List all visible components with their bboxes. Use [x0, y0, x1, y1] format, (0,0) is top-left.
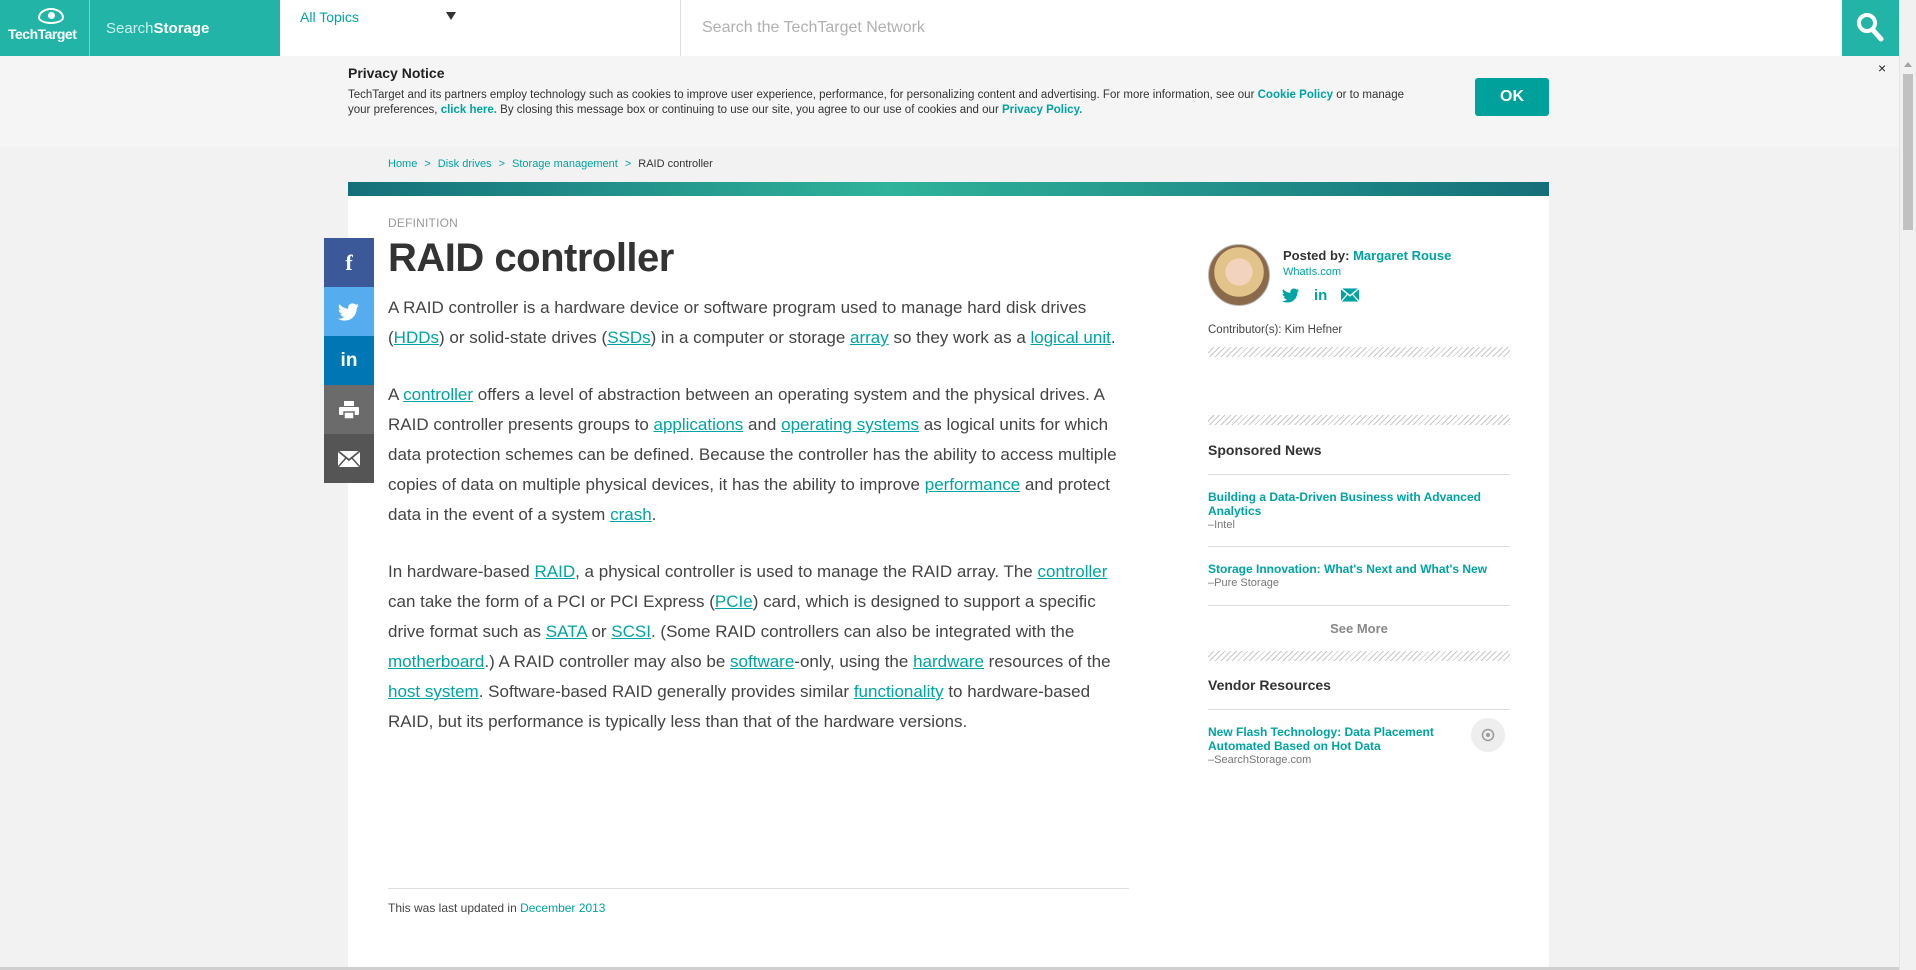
sponsored-item	[1208, 490, 1510, 531]
sponsored-item-link[interactable]: Storage Innovation: What's Next and What's New	[1208, 562, 1488, 576]
sidebar-rule	[1208, 546, 1510, 547]
breadcrumb-separator: >	[424, 158, 431, 170]
last-updated	[388, 901, 605, 915]
article-divider	[388, 888, 1129, 889]
paragraph-text: .) A RAID controller may also be	[484, 652, 731, 671]
article-paragraph-2	[388, 380, 1128, 530]
paragraph-text: offers a level of abstraction between an operating system and the physical drives. A RAID controller presents groups to	[388, 385, 1104, 434]
hardware-link[interactable]: hardware	[913, 652, 984, 671]
sata-link[interactable]: SATA	[545, 622, 587, 641]
close-icon[interactable]: ×	[1878, 60, 1887, 76]
performance-link[interactable]: performance	[924, 475, 1021, 494]
page-scrollbar[interactable]	[1899, 0, 1916, 970]
article-paragraph-1	[388, 293, 1128, 353]
breadcrumb-home[interactable]: Home	[388, 158, 418, 170]
site-logo[interactable]	[0, 0, 280, 56]
section-hatch-divider	[1208, 415, 1510, 425]
hdds-link[interactable]: HDDs	[393, 328, 440, 347]
privacy-notice-title: Privacy Notice	[348, 65, 445, 81]
posted-by	[1283, 248, 1451, 263]
settings-icon[interactable]	[1471, 718, 1505, 752]
click-here-link[interactable]: click here.	[440, 104, 497, 116]
paragraph-text: to hardware-based RAID, but its performance is typically less than that of the hardware versions.	[388, 682, 1091, 731]
paragraph-text: can take the form of a PCI or PCI Express (	[388, 592, 715, 611]
techtarget-logo-text: TechTarget	[8, 26, 77, 42]
sidebar-rule	[1208, 605, 1510, 606]
twitter-icon	[338, 303, 360, 321]
topics-dropdown-label: All Topics	[300, 9, 359, 25]
sponsored-item-source: –Intel	[1208, 519, 1235, 531]
paragraph-text: A	[388, 385, 404, 404]
chevron-down-icon	[446, 12, 456, 20]
contributors: Contributor(s): Kim Hefner	[1208, 324, 1343, 336]
paragraph-text: , a physical controller is used to manage the RAID array. The	[575, 562, 1038, 581]
crash-link[interactable]: crash	[610, 505, 652, 524]
privacy-text-part: TechTarget and its partners employ technology such as cookies to improve user experience, performance, for personalizing content and advertising. For more information, see our	[348, 89, 1258, 101]
author-social-icons	[1282, 288, 1359, 303]
breadcrumb-current: RAID controller	[638, 158, 713, 170]
paragraph-text: A RAID controller is a hardware device or software program used to manage hard disk drives (	[388, 298, 1087, 347]
author-link[interactable]: Margaret Rouse	[1353, 248, 1452, 263]
breadcrumb	[388, 158, 713, 170]
card-accent-bar	[348, 182, 1549, 196]
privacy-ok-button[interactable]: OK	[1475, 78, 1549, 116]
privacy-text-part: or to manage your preferences,	[348, 89, 1404, 116]
author-avatar[interactable]	[1208, 244, 1270, 306]
ssds-link[interactable]: SSDs	[607, 328, 651, 347]
controller-link[interactable]: controller	[403, 385, 474, 404]
paragraph-text: and	[743, 415, 782, 434]
vendor-item-link[interactable]: New Flash Technology: Data Placement Automated Based on Hot Data	[1208, 725, 1434, 753]
paragraph-text: .	[651, 505, 657, 524]
paragraph-text: ) or solid-state drives (	[439, 328, 608, 347]
scroll-up-arrow-icon[interactable]	[1904, 62, 1912, 67]
share-bar	[324, 238, 374, 483]
site-name[interactable]	[90, 20, 209, 37]
search-icon	[1856, 12, 1884, 42]
applications-link[interactable]: applications	[653, 415, 744, 434]
paragraph-text: . Software-based RAID generally provides similar	[478, 682, 854, 701]
paragraph-text: -only, using the	[794, 652, 914, 671]
twitter-share-button[interactable]	[324, 287, 374, 336]
site-header	[0, 0, 1916, 56]
page-title: RAID controller	[388, 236, 674, 280]
facebook-icon: f	[345, 249, 353, 275]
scsi-link[interactable]: SCSI	[611, 622, 651, 641]
email-share-button[interactable]	[324, 434, 374, 483]
paragraph-text: .	[1110, 328, 1116, 347]
vendor-resources-heading: Vendor Resources	[1208, 677, 1331, 693]
vendor-item	[1208, 725, 1458, 766]
motherboard-link[interactable]: motherboard	[388, 652, 485, 671]
host-system-link[interactable]: host system	[388, 682, 479, 701]
paragraph-text: ) in a computer or storage	[650, 328, 851, 347]
software-link[interactable]: software	[730, 652, 795, 671]
operating-systems-link[interactable]: operating systems	[781, 415, 920, 434]
print-icon	[339, 401, 359, 419]
linkedin-share-button[interactable]	[324, 336, 374, 385]
pcie-link[interactable]: PCIe	[714, 592, 753, 611]
paragraph-text: as logical units for which data protection schemes can be defined. Because the controller has the ability to access multiple copies of data on multiple physical devices, it has the ability to improve	[388, 415, 1117, 494]
breadcrumb-separator: >	[624, 158, 632, 170]
section-hatch-divider	[1208, 347, 1510, 357]
paragraph-text: . (Some RAID controllers can also be integrated with the	[650, 622, 1075, 641]
sponsored-item-link[interactable]: Building a Data-Driven Business with Advanced Analytics	[1208, 490, 1481, 518]
author-site-link[interactable]: WhatIs.com	[1283, 266, 1342, 278]
sidebar-rule	[1208, 709, 1510, 710]
eye-logo-icon	[38, 8, 64, 24]
functionality-link[interactable]: functionality	[853, 682, 944, 701]
privacy-notice-text	[348, 88, 1418, 118]
paragraph-text: resources of the	[983, 652, 1111, 671]
article-paragraph-3	[388, 557, 1128, 737]
print-button[interactable]	[324, 385, 374, 434]
site-name-main: Storage	[153, 19, 210, 37]
last-updated-prefix: This was last updated in	[388, 901, 521, 915]
sidebar-rule	[1208, 474, 1510, 475]
breadcrumb-storage-management[interactable]: Storage management	[512, 158, 618, 170]
last-updated-date-link[interactable]: December 2013	[520, 901, 606, 915]
sponsored-item-source: –Pure Storage	[1208, 577, 1279, 589]
definition-label: DEFINITION	[388, 216, 458, 230]
email-icon	[338, 451, 360, 467]
cookie-policy-link[interactable]: Cookie Policy	[1257, 89, 1334, 101]
linkedin-icon[interactable]: in	[1314, 287, 1328, 304]
breadcrumb-disk-drives[interactable]: Disk drives	[437, 158, 492, 170]
privacy-text-part: By closing this message box or continuing to use our site, you agree to our use of cookies and our	[496, 104, 1002, 116]
paragraph-text: and protect data in the event of a system	[388, 475, 1110, 524]
twitter-icon[interactable]	[1282, 288, 1300, 303]
article-body	[388, 216, 1128, 737]
logical-unit-link[interactable]: logical unit	[1030, 328, 1111, 347]
array-link[interactable]: array	[850, 328, 889, 347]
see-more-button[interactable]: See More	[1330, 621, 1388, 636]
scrollbar-thumb[interactable]	[1903, 74, 1913, 230]
vendor-item-source: –SearchStorage.com	[1208, 754, 1312, 766]
paragraph-text: so they work as a	[888, 328, 1031, 347]
raid-link[interactable]: RAID	[534, 562, 576, 581]
facebook-share-button[interactable]	[324, 238, 374, 287]
email-icon[interactable]	[1341, 288, 1359, 302]
sponsored-news-heading: Sponsored News	[1208, 442, 1322, 458]
posted-by-label: Posted by:	[1283, 248, 1354, 263]
breadcrumb-separator: >	[498, 158, 506, 170]
site-name-prefix: Search	[106, 19, 154, 37]
techtarget-logo[interactable]	[0, 0, 90, 56]
section-hatch-divider	[1208, 651, 1510, 661]
search-button[interactable]	[1842, 0, 1899, 56]
paragraph-text: ) card, which is designed to support a specific drive format such as	[388, 592, 1096, 641]
linkedin-icon: in	[340, 349, 358, 371]
privacy-policy-link[interactable]: Privacy Policy.	[1001, 104, 1083, 116]
sponsored-item	[1208, 562, 1510, 589]
search-input[interactable]	[682, 0, 1842, 56]
privacy-notice	[0, 56, 1899, 147]
controller-link[interactable]: controller	[1037, 562, 1108, 581]
paragraph-text: In hardware-based	[388, 562, 535, 581]
topics-dropdown[interactable]	[280, 0, 681, 56]
paragraph-text: or	[586, 622, 612, 641]
